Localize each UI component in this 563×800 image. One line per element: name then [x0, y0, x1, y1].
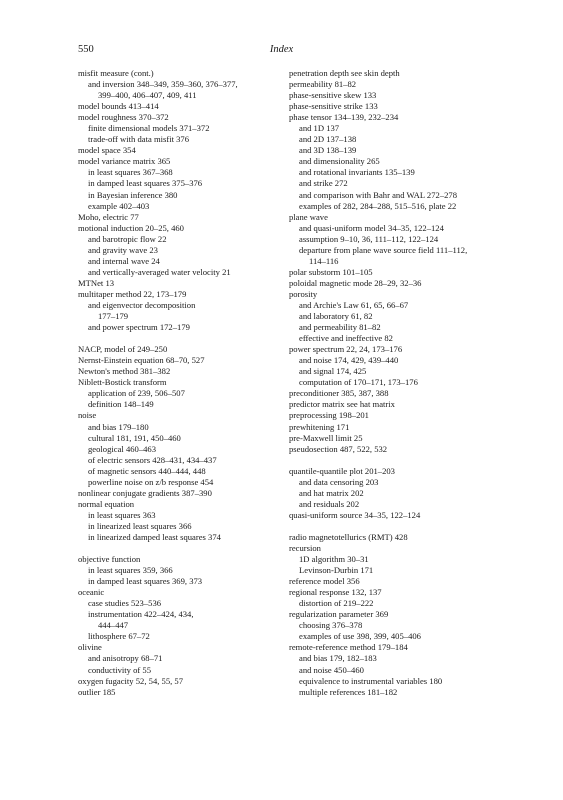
entry-spacer [78, 333, 293, 344]
index-column-right [289, 68, 504, 698]
index-entry: model space 354 [78, 145, 136, 156]
index-subentry: instrumentation 422–424, 434, [88, 609, 194, 620]
index-subentry: and dimensionality 265 [299, 156, 380, 167]
index-column-left [78, 68, 293, 698]
index-subentry: equivalence to instrumental variables 180 [299, 675, 443, 686]
index-entry: regularization parameter 369 [289, 609, 389, 620]
index-entry: oceanic [78, 587, 105, 598]
index-entry: penetration depth see skin depth [289, 68, 400, 78]
index-subentry: trade-off with data misfit 376 [88, 134, 190, 145]
index-subentry: and residuals 202 [299, 498, 360, 509]
index-entry: plane wave [289, 211, 328, 222]
index-entry: phase-sensitive skew 133 [289, 90, 377, 101]
index-subentry: and hat matrix 202 [299, 487, 364, 498]
index-subentry: in least squares 363 [88, 509, 156, 520]
index-entry: Newton's method 381–382 [78, 366, 171, 377]
index-subentry: in least squares 359, 366 [88, 565, 173, 576]
index-entry: Nernst-Einstein equation 68–70, 527 [78, 355, 205, 366]
index-entry: reference model 356 [289, 576, 360, 587]
index-subentry: and bias 179–180 [88, 421, 149, 432]
index-subentry: examples of 282, 284–288, 515–516, plate 22 [299, 200, 457, 211]
index-entry: Niblett-Bostick transform [78, 377, 167, 388]
index-subentry: 177–179 [98, 311, 129, 322]
index-entry: pre-Maxwell limit 25 [289, 432, 363, 443]
index-entry: porosity [289, 288, 318, 299]
index-entry: recursion [289, 543, 321, 554]
index-subentry: and 3D 138–139 [299, 145, 357, 156]
index-entry: radio magnetotellurics (RMT) 428 [289, 531, 408, 542]
index-entry: noise [78, 410, 97, 421]
index-entry: prewhitening 171 [289, 421, 350, 432]
index-subentry: distortion of 219–222 [299, 598, 374, 609]
index-subentry: and Archie's Law 61, 65, 66–67 [299, 299, 409, 310]
index-subentry: assumption 9–10, 36, 111–112, 122–124 [299, 233, 439, 244]
index-subentry: of magnetic sensors 440–444, 448 [88, 465, 206, 476]
index-subentry: and eigenvector decomposition [88, 299, 196, 310]
index-entry: phase-sensitive strike 133 [289, 101, 378, 112]
index-entry: polar substorm 101–105 [289, 266, 373, 277]
running-head: Index [269, 44, 294, 55]
index-subentry: 399–400, 406–407, 409, 411 [98, 90, 197, 101]
index-entry: permeability 81–82 [289, 79, 357, 90]
index-entry: outlier 185 [78, 686, 116, 697]
index-subentry: in linearized damped least squares 374 [88, 531, 221, 542]
index-subentry: in linearized least squares 366 [88, 520, 192, 531]
index-subentry: in least squares 367–368 [88, 167, 173, 178]
index-entry: quasi-uniform source 34–35, 122–124 [289, 509, 421, 520]
index-entry: quantile-quantile plot 201–203 [289, 465, 395, 476]
index-subentry: case studies 523–536 [88, 598, 162, 609]
index-subentry: and internal wave 24 [88, 255, 160, 266]
index-subentry: application of 239, 506–507 [88, 388, 185, 399]
index-entry: model variance matrix 365 [78, 156, 171, 167]
index-subentry: and comparison with Bahr and WAL 272–278 [299, 189, 458, 200]
index-entry: NACP, model of 249–250 [78, 344, 168, 355]
index-subentry: and bias 179, 182–183 [299, 653, 377, 664]
index-subentry: and barotropic flow 22 [88, 233, 167, 244]
index-entry: pseudosection 487, 522, 532 [289, 443, 388, 454]
index-subentry: and 2D 137–138 [299, 134, 357, 145]
index-entry: multitaper method 22, 173–179 [78, 288, 187, 299]
index-subentry: examples of use 398, 399, 405–406 [299, 631, 421, 642]
index-entry: preconditioner 385, 387, 388 [289, 388, 389, 399]
index-subentry: example 402–403 [88, 200, 150, 211]
index-entry: predictor matrix see hat matrix [289, 399, 395, 410]
index-subentry: and 1D 137 [299, 123, 340, 134]
index-subentry: 444–447 [98, 620, 129, 631]
index-subentry: and rotational invariants 135–139 [299, 167, 415, 178]
index-entry: preprocessing 198–201 [289, 410, 369, 421]
index-entry: remote-reference method 179–184 [289, 642, 408, 653]
index-entry: normal equation [78, 498, 135, 509]
index-subentry: choosing 376–378 [299, 620, 363, 631]
index-subentry: in Bayesian inference 380 [88, 189, 178, 200]
index-entry: model roughness 370–372 [78, 112, 169, 123]
index-subentry: cultural 181, 191, 450–460 [88, 432, 181, 443]
index-subentry: and noise 174, 429, 439–440 [299, 355, 399, 366]
index-subentry: lithosphere 67–72 [88, 631, 150, 642]
index-subentry: departure from plane wave source field 111–112, [299, 244, 468, 255]
index-subentry: geological 460–463 [88, 443, 157, 454]
index-subentry: and vertically-averaged water velocity 21 [88, 266, 231, 277]
index-entry: poloidal magnetic mode 28–29, 32–36 [289, 277, 422, 288]
index-subentry: computation of 170–171, 173–176 [299, 377, 418, 388]
index-subentry: of electric sensors 428–431, 434–437 [88, 454, 217, 465]
index-subentry: and anisotropy 68–71 [88, 653, 163, 664]
entry-spacer [289, 521, 504, 532]
index-entry: olivine [78, 642, 102, 653]
index-entry: regional response 132, 137 [289, 587, 382, 598]
entry-spacer [78, 543, 293, 554]
index-subentry: finite dimensional models 371–372 [88, 123, 210, 134]
index-entry: MTNet 13 [78, 277, 115, 288]
index-subentry: powerline noise on z/b response 454 [88, 476, 214, 487]
index-entry: oxygen fugacity 52, 54, 55, 57 [78, 675, 184, 686]
index-entry: Moho, electric 77 [78, 211, 139, 222]
index-subentry: and inversion 348–349, 359–360, 376–377, [88, 79, 238, 90]
index-subentry: conductivity of 55 [88, 664, 152, 675]
index-subentry: and strike 272 [299, 178, 348, 189]
index-subentry: and permeability 81–82 [299, 322, 381, 333]
index-subentry: effective and ineffective 82 [299, 333, 393, 344]
index-subentry: 1D algorithm 30–31 [299, 554, 369, 565]
index-subentry: in damped least squares 375–376 [88, 178, 203, 189]
index-subentry: Levinson-Durbin 171 [299, 565, 374, 576]
index-entry: misfit measure (cont.) [78, 68, 154, 78]
index-subentry: and signal 174, 425 [299, 366, 367, 377]
index-subentry: 114–116 [309, 255, 339, 266]
index-entry: nonlinear conjugate gradients 387–390 [78, 487, 212, 498]
index-subentry: multiple references 181–182 [299, 686, 398, 697]
index-subentry: in damped least squares 369, 373 [88, 576, 203, 587]
index-subentry: and noise 450–460 [299, 664, 364, 675]
entry-spacer [289, 455, 504, 466]
index-entry: power spectrum 22, 24, 173–176 [289, 344, 403, 355]
index-entry: phase tensor 134–139, 232–234 [289, 112, 399, 123]
index-subentry: definition 148–149 [88, 399, 154, 410]
index-subentry: and laboratory 61, 82 [299, 311, 373, 322]
index-subentry: and quasi-uniform model 34–35, 122–124 [299, 222, 444, 233]
index-entry: objective function [78, 554, 141, 565]
index-subentry: and power spectrum 172–179 [88, 322, 190, 333]
index-entry: model bounds 413–414 [78, 101, 159, 112]
index-entry: motional induction 20–25, 460 [78, 222, 184, 233]
page-number: 550 [78, 44, 94, 55]
index-subentry: and gravity wave 23 [88, 244, 158, 255]
index-subentry: and data censoring 203 [299, 476, 379, 487]
